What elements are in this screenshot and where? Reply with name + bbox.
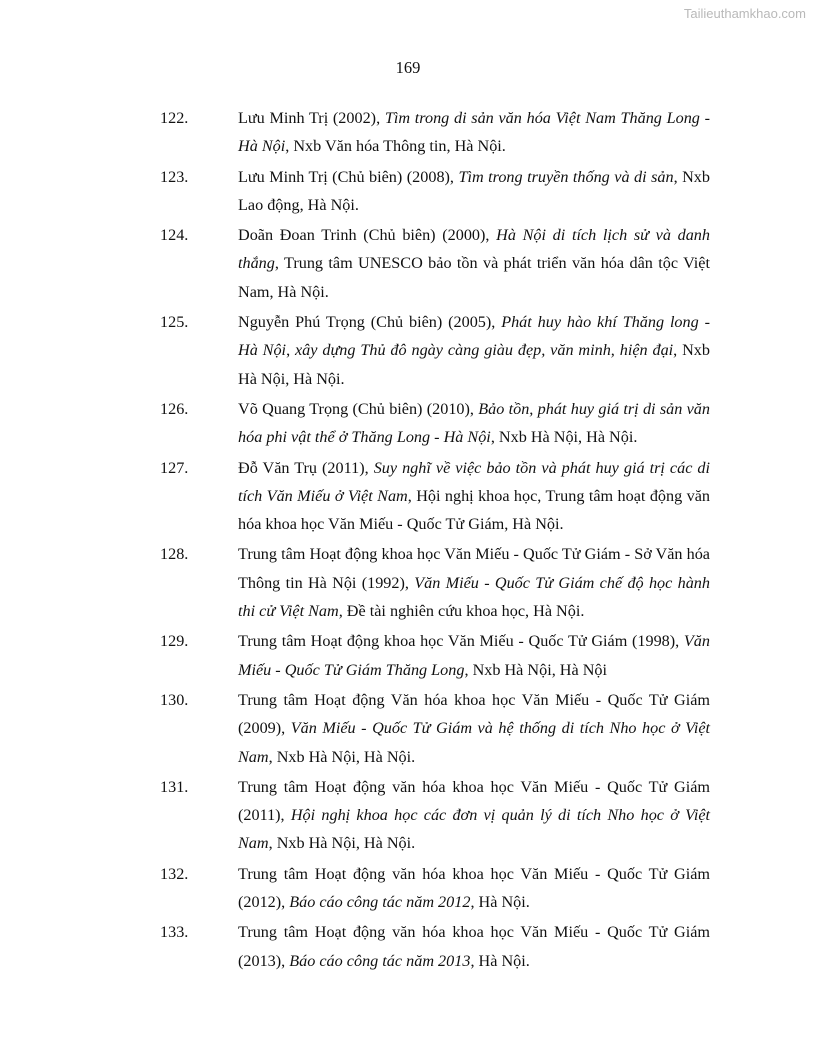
reference-entry: [160, 540, 710, 625]
reference-detail: Lưu Minh Trị (Chủ biên) (2008),: [238, 167, 459, 186]
reference-text: [238, 691, 710, 766]
reference-number: 128.: [160, 545, 189, 564]
reference-detail: , Nxb Văn hóa Thông tin, Hà Nội.: [285, 137, 506, 156]
reference-number: 122.: [160, 109, 189, 127]
reference-detail: , Nxb Hà Nội, Hà Nội.: [268, 834, 416, 853]
reference-title: Văn Miếu - Quốc Tử Giám chế độ học hành thi cử Việt Nam,: [238, 573, 710, 621]
reference-detail: Trung tâm Hoạt động văn hóa khoa học Văn Miếu - Quốc Tử Giám (2013),: [238, 923, 710, 970]
reference-title: Tìm trong truyền thống và di sản: [458, 167, 674, 186]
reference-detail: Trung tâm Hoạt động văn hóa khoa học Văn Miếu - Quốc Tử Giám (2012),: [238, 864, 710, 912]
reference-title: Suy nghĩ về việc bảo tồn và phát huy giá trị các di tích Văn Miếu ở Việt Nam: [238, 458, 710, 505]
reference-entry: [160, 308, 710, 393]
reference-title: Văn Miếu - Quốc Tử Giám Thăng Long: [238, 632, 710, 679]
reference-detail: , Hà Nội.: [470, 951, 530, 970]
reference-entry: [160, 395, 710, 452]
reference-detail: , Nxb Hà Nội, Hà Nội.: [268, 747, 416, 766]
reference-entry: [160, 686, 711, 771]
reference-detail: Võ Quang Trọng (Chủ biên) (2010),: [238, 399, 479, 418]
reference-detail: Trung tâm Hoạt động văn hóa khoa học Văn Miếu - Quốc Tử Giám (2011),: [238, 777, 710, 825]
reference-detail: , Nxb Lao động, Hà Nội.: [238, 167, 710, 214]
reference-text: [238, 923, 710, 969]
reference-entry: [160, 104, 710, 161]
reference-text: [238, 226, 710, 301]
reference-detail: Trung tâm Hoạt động khoa học Văn Miếu - Quốc Tử Giám (1998),: [238, 632, 684, 651]
reference-number: 130.: [160, 690, 189, 709]
reference-text: [238, 865, 710, 911]
reference-detail: , Hà Nội.: [470, 893, 530, 912]
reference-detail: , Hội nghị khoa học, Trung tâm hoạt động văn hóa khoa học Văn Miếu - Quốc Tử Giám, Hà Nội.: [238, 486, 710, 534]
reference-number: 123.: [160, 167, 189, 186]
reference-detail: Lưu Minh Trị (2002),: [238, 109, 385, 127]
reference-detail: , Trung tâm UNESCO bảo tồn và phát triển văn hóa dân tộc Việt Nam, Hà Nội.: [238, 254, 710, 301]
reference-entry: [160, 773, 710, 858]
reference-title: xây dựng Thủ đô ngày càng giàu đẹp, văn minh, hiện đại: [295, 341, 674, 360]
reference-detail: Trung tâm Hoạt động khoa học Văn Miếu - Quốc Tử Giám - Sở Văn hóa Thông tin Hà Nội (1992),: [238, 545, 710, 592]
reference-title: Tìm trong di sản văn hóa Việt Nam Thăng Long - Hà Nội: [238, 109, 710, 156]
reference-title: Hội nghị khoa học các đơn vị quản lý di tích Nho học ở Việt Nam: [238, 806, 710, 853]
reference-number: 133.: [160, 923, 189, 942]
reference-number: 131.: [160, 777, 189, 796]
reference-number: 132.: [160, 864, 189, 883]
reference-list: [0, 104, 816, 977]
reference-detail: Doãn Đoan Trinh (Chủ biên) (2000),: [238, 226, 497, 245]
reference-text: [238, 459, 710, 534]
reference-detail: Đề tài nghiên cứu khoa học, Hà Nội.: [342, 602, 585, 621]
reference-number: 127.: [160, 458, 189, 477]
reference-number: 126.: [160, 399, 189, 418]
reference-detail: , Nxb Hà Nội, Hà Nội.: [490, 428, 638, 447]
watermark: Tailieuthamkhao.com: [683, 6, 806, 21]
reference-title: Phát huy hào khí Thăng long - Hà Nội: [238, 313, 710, 360]
reference-title: Bảo tồn, phát huy giá trị di sản văn hóa phi vật thể ở Thăng Long - Hà Nội: [238, 399, 710, 447]
reference-detail: ,: [286, 341, 295, 360]
reference-entry: [160, 860, 710, 917]
reference-entry: [160, 918, 710, 975]
reference-title: Hà Nội di tích lịch sử và danh thắng: [238, 226, 710, 273]
reference-number: 124.: [160, 226, 189, 245]
reference-detail: Đỗ Văn Trụ (2011),: [238, 458, 374, 477]
reference-text: [238, 632, 710, 678]
reference-title: Báo cáo công tác năm 2012: [289, 893, 471, 912]
reference-detail: Nguyễn Phú Trọng (Chủ biên) (2005),: [238, 313, 502, 332]
reference-text: [238, 400, 710, 446]
reference-text: [238, 778, 710, 853]
reference-number: 129.: [160, 632, 189, 651]
reference-number: 125.: [160, 313, 189, 332]
reference-text: [238, 109, 710, 155]
reference-entry: [160, 627, 710, 684]
reference-title: Văn Miếu - Quốc Tử Giám và hệ thống di tích Nho học ở Việt Nam: [238, 719, 711, 766]
reference-detail: , Nxb Hà Nội, Hà Nội: [464, 660, 607, 679]
reference-entry: [160, 221, 710, 306]
reference-text: [238, 545, 710, 620]
reference-detail: Trung tâm Hoạt động Văn hóa khoa học Văn Miếu - Quốc Tử Giám (2009),: [238, 690, 710, 738]
page-number: 169: [395, 58, 421, 77]
reference-entry: [160, 163, 710, 220]
reference-entry: [160, 454, 710, 539]
reference-detail: , Nxb Hà Nội, Hà Nội.: [238, 341, 710, 388]
reference-text: [238, 313, 710, 388]
reference-title: Báo cáo công tác năm 2013: [289, 951, 471, 970]
reference-text: [238, 168, 710, 214]
